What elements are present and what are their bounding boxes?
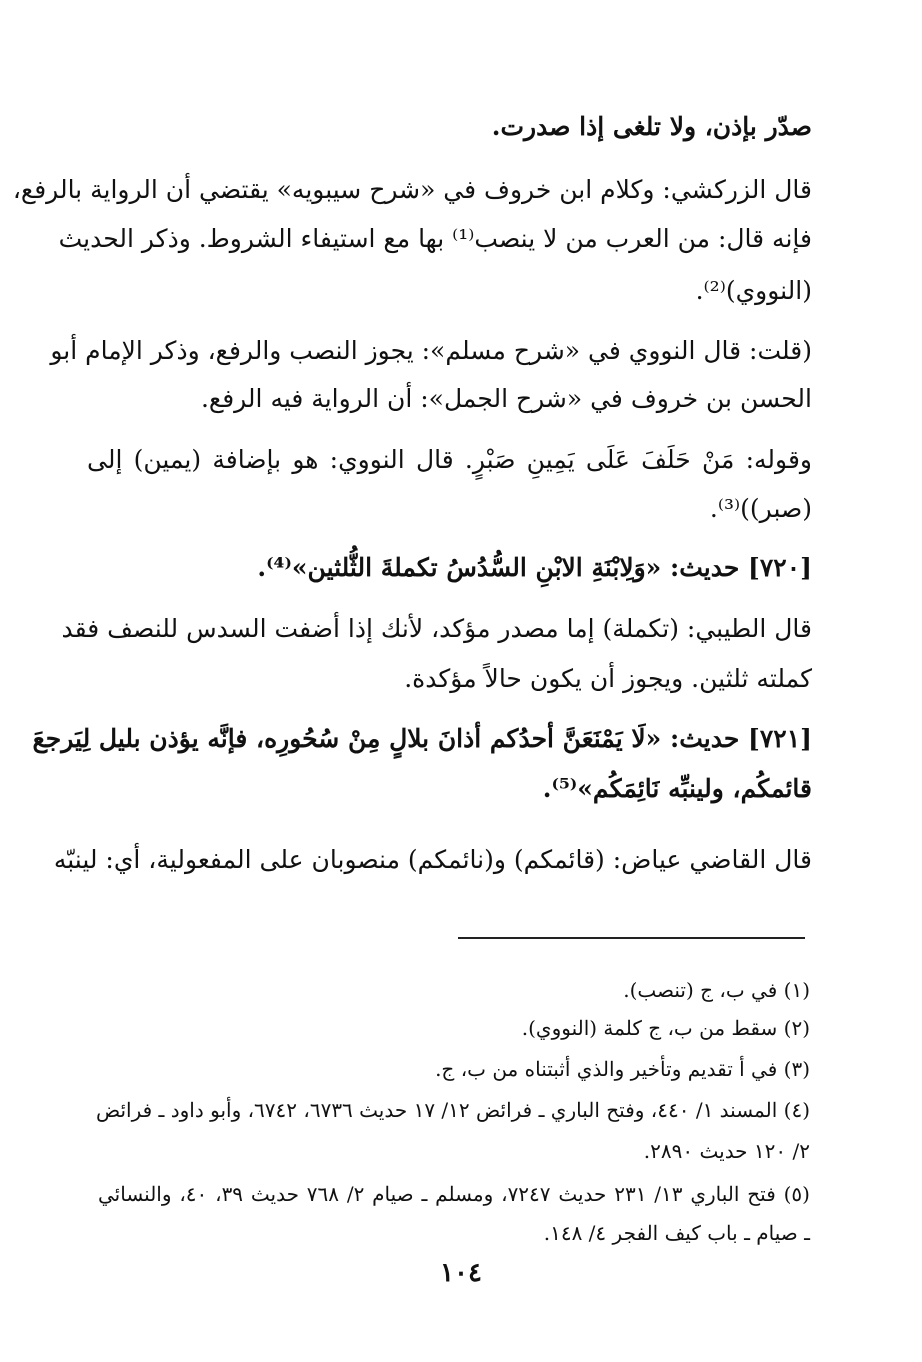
footnote: (٣) في أ تقديم وتأخير والذي أثبتناه من ب، ج. [435,1057,810,1081]
text-line: الحسن بن خروف في «شرح الجمل»: أن الرواية فيه الرفع. [200,384,812,413]
hadith-heading: [٧٢١] حديث: «لَا يَمْنَعَنَّ أحدُكم أذانَ بلالٍ مِنْ سُحُورِه، فإنَّه يؤذن بليل لِيَرجعَ [32,724,812,753]
text-line: قال الزركشي: وكلام ابن خروف في «شرح سيبويه» يقتضي أن الرواية بالرفع، [12,175,812,204]
footnote: (٢) سقط من ب، ج كلمة (النووي). [521,1016,810,1040]
text-line: قال القاضي عياض: (قائمكم) و(نائمكم) منصوبان على المفعولية، أي: لينبّه [53,845,812,874]
footnote: (٥) فتح الباري ١٣/ ٢٣١ حديث ٧٢٤٧، ومسلم ـ صيام ٢/ ٧٦٨ حديث ٣٩، ٤٠، والنسائي [98,1182,810,1206]
text-line: فإنه قال: من العرب من لا ينصب⁽¹⁾ بها مع استيفاء الشروط. وذكر الحديث [58,224,812,253]
hadith-heading: [٧٢٠] حديث: «وَلِابْنَةِ الابْنِ السُّدُسُ تكملةَ الثُّلثين»⁽⁴⁾. [257,553,812,582]
footnote: (٤) المسند ١/ ٤٤٠، وفتح الباري ـ فرائض ١٢/ ١٧ حديث ٦٧٣٦، ٦٧٤٢، وأبو داود ـ فرائض [95,1098,810,1122]
page-number: ١٠٤ [440,1258,482,1288]
text-line: (قلت: قال النووي في «شرح مسلم»: يجوز النصب والرفع، وذكر الإمام أبو [50,336,812,365]
text-line: قال الطيبي: (تكملة) إما مصدر مؤكد، لأنك إذا أضفت السدس للنصف فقد [61,614,812,643]
text-line: كملته ثلثين. ويجوز أن يكون حالاً مؤكدة. [404,664,812,693]
footnote: ٢/ ١٢٠ حديث ٢٨٩٠. [643,1139,810,1163]
text-line: صدّر بإذن، ولا تلغى إذا صدرت. [491,112,812,141]
text-line: (صبر))⁽³⁾. [709,494,812,523]
text-line: (النووي)⁽²⁾. [695,276,812,305]
footnote: (١) في ب، ج (تنصب). [623,978,810,1002]
text-line: وقوله: مَنْ حَلَفَ عَلَى يَمِينِ صَبْرٍ. قال النووي: هو بإضافة (يمين) إلى [87,445,812,474]
footnote-divider [458,937,805,939]
hadith-heading: قائمكُم، ولينبِّه نَائِمَكُم»⁽⁵⁾. [542,774,812,803]
footnote: ـ صيام ـ باب كيف الفجر ٤/ ١٤٨. [543,1221,810,1245]
